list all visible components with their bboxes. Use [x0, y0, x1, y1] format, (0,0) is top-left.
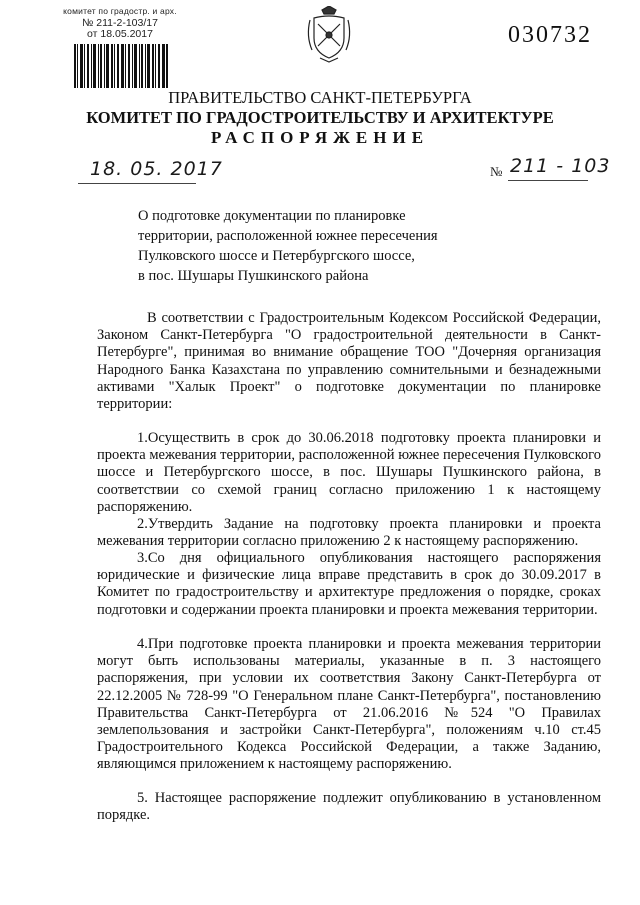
subject-line: Пулковского шоссе и Петербургского шоссе, [138, 248, 415, 264]
clause-1: 1.Осуществить в срок до 30.06.2018 подготовку проекта планировки и проекта межевания территории, расположенной южнее пересечения Пулковского шоссе и Петербургского шоссе, в пос. Шушары Пушкинского района, в соответствии со схемой границ согласно приложению 1 к настоящему распоряжению. [97, 430, 601, 515]
registration-date: от 18.05.2017 [87, 28, 153, 40]
barcode [74, 44, 168, 88]
registration-number: № 211-2-103/17 [82, 16, 158, 29]
clause-2: 2.Утвердить Задание на подготовку проекта планировки и проекта межевания территории согласно приложению 2 к настоящему распоряжению. [97, 516, 601, 550]
order-date: 18. 05. 2017 [90, 158, 223, 180]
document-type-title: РАСПОРЯЖЕНИЕ [210, 128, 430, 147]
order-number-label: № [490, 164, 503, 179]
subject-line: территории, расположенной южнее пересечения [138, 228, 438, 244]
number-underline [508, 180, 588, 181]
registration-stamp [60, 6, 180, 41]
subject-line: О подготовке документации по планировке [138, 208, 406, 224]
clause-4: 4.При подготовке проекта планировки и проекта межевания территории могут быть использованы материалы, указанные в п. 3 настоящего распоряжения, при условии их соответствия Закону Санкт-Петербурга от 22.12.2005 № 728-99 "О Генеральном плане Санкт-Петербурга", постановлению Правительства Санкт-Петербурга от 21.06.2016 №524 "О Правилах землепользования и застройки Санкт-Петербурга", положениям ч.10 ст.45 Градостроительного Кодекса Российской Федерации, а также Заданию, являющимся приложением к настоящему распоряжению. [97, 636, 601, 773]
coat-of-arms-icon [304, 6, 354, 64]
order-number: 211 - 103 [510, 155, 611, 177]
subject-line: в пос. Шушары Пушкинского района [138, 268, 369, 284]
date-underline [78, 183, 196, 184]
registration-issuer: комитет по градостр. и арх. [63, 6, 177, 16]
committee-heading: КОМИТЕТ ПО ГРАДОСТРОИТЕЛЬСТВУ И АРХИТЕКТУРЕ [86, 108, 554, 127]
clause-5: 5. Настоящее распоряжение подлежит опубликованию в установленном порядке. [97, 790, 601, 824]
clause-3: 3.Со дня официального опубликования настоящего распоряжения юридические и физические лица вправе представить в срок до 30.09.2017 в Комитет по градостроительству и архитектуре предложения о порядке, сроках подготовки и содержании проекта планировки и проекта межевания территории. [97, 550, 601, 618]
government-heading: ПРАВИТЕЛЬСТВО САНКТ-ПЕТЕРБУРГА [168, 88, 472, 107]
order-subject [138, 206, 468, 286]
document-serial-number: 030732 [508, 22, 592, 48]
preamble-paragraph: В соответствии с Градостроительным Кодексом Российской Федерации, Законом Санкт-Петербурга "О градостроительной деятельности в Санкт-Петербурге", принимая во внимание обращение ТОО "Дочерняя организация Народного Банка Казахстана по управлению сомнительными и безнадежными активами "Халык Проект" о подготовке документации по планировке территории: [97, 310, 601, 413]
